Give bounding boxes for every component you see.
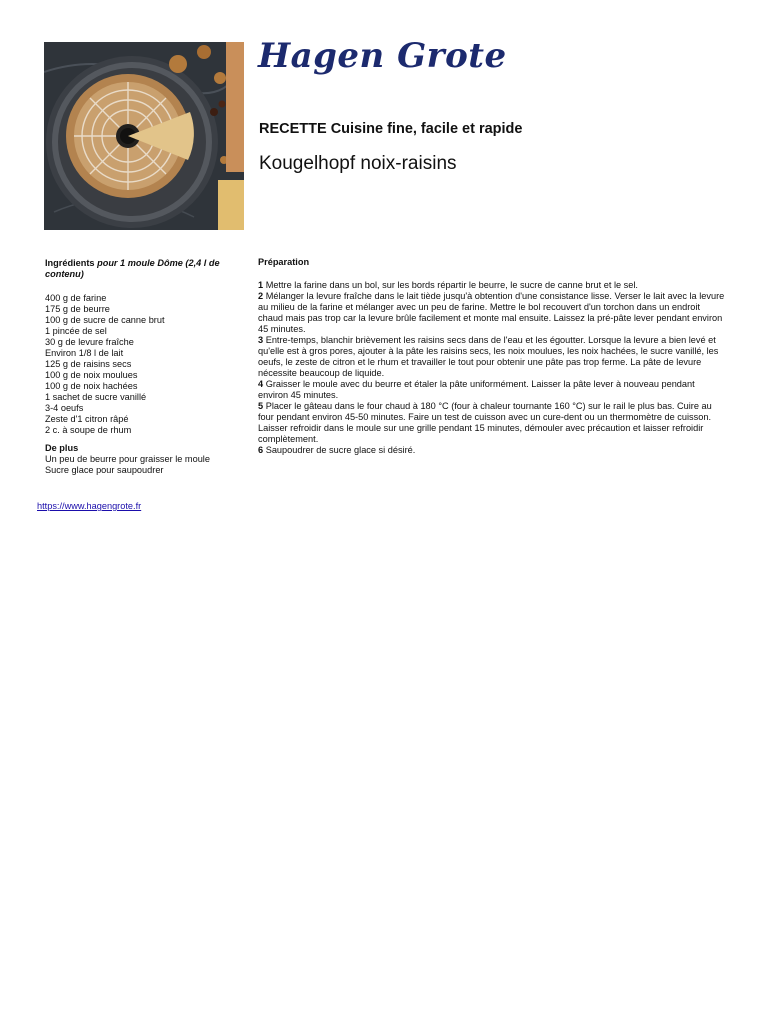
ingredient-item: 2 c. à soupe de rhum	[45, 425, 132, 435]
ingredients-heading-yield: pour 1 moule Dôme (2,4 l de contenu)	[45, 258, 220, 279]
ingredient-item: 1 pincée de sel	[45, 326, 107, 336]
preparation-step	[258, 280, 726, 291]
preparation-heading: Préparation	[258, 257, 310, 267]
preparation-step	[258, 335, 726, 379]
step-number: 3	[258, 335, 264, 345]
ingredients-list	[45, 293, 240, 436]
preparation-step	[258, 401, 726, 445]
ingredient-item: Zeste d'1 citron râpé	[45, 414, 129, 424]
ingredients-section	[45, 258, 240, 476]
step-number: 4	[258, 379, 264, 389]
ingredients-heading-label: Ingrédients	[45, 258, 95, 268]
extra-item: Sucre glace pour saupoudrer	[45, 465, 164, 475]
recipe-photo	[44, 42, 244, 230]
step-number: 5	[258, 401, 264, 411]
ingredient-item: Environ 1/8 l de lait	[45, 348, 124, 358]
ingredient-item: 400 g de farine	[45, 293, 107, 303]
preparation-section	[258, 257, 726, 456]
ingredients-heading	[45, 258, 240, 280]
extras-list	[45, 454, 240, 476]
ingredient-item: 175 g de beurre	[45, 304, 110, 314]
ingredient-item: 100 g de sucre de canne brut	[45, 315, 165, 325]
preparation-step	[258, 291, 726, 335]
step-text: Saupoudrer de sucre glace si désiré.	[265, 445, 416, 455]
step-text: Placer le gâteau dans le four chaud à 180 °C (four à chaleur tournante 160 °C) sur le rail le plus bas. Cuire au four pendant environ 45-50 minutes. Faire un test de cuisson avec un cure-dent ou un thermomètre de cuisson. Laisser refroidir dans le moule sur une grille pendant 15 minutes, démouler avec précaution et laisser refroidir complètement.	[258, 401, 712, 444]
preparation-step	[258, 445, 726, 456]
step-text: Mélanger la levure fraîche dans le lait tiède jusqu'à obtention d'une consistance lisse. Verser le lait avec la levure au milieu de la farine et mélanger avec un peu de farine. Mettre le bol recouvert d'un torchon dans un endroit chaud mais pas trop car la levure brûle facilement et monte mal ensuite. Laissez la pré-pâte lever pendant environ 45 minutes.	[258, 291, 725, 334]
preparation-step	[258, 379, 726, 401]
step-number: 6	[258, 445, 264, 455]
preparation-steps	[258, 280, 726, 456]
extra-item: Un peu de beurre pour graisser le moule	[45, 454, 210, 464]
page-title: Kougelhopf noix-raisins	[259, 153, 457, 174]
step-text: Graisser le moule avec du beurre et étaler la pâte uniformément. Laisser la pâte lever à nouveau pendant environ 45 minutes.	[258, 379, 695, 400]
ingredient-item: 100 g de noix moulues	[45, 370, 138, 380]
ingredient-item: 1 sachet de sucre vanillé	[45, 392, 147, 402]
step-text: Mettre la farine dans un bol, sur les bords répartir le beurre, le sucre de canne brut et le sel.	[265, 280, 638, 290]
brand-logo: Hagen Grote	[258, 36, 507, 76]
step-text: Entre-temps, blanchir brièvement les raisins secs dans de l'eau et les égoutter. Lorsque la levure a bien levé et qu'elle est à gros pores, ajouter à la pâte les raisins secs, les noix moulues, les noix hachées, le sucre vanillé, les oeufs, le zeste de citron et le rhum et travailler le tout pour obtenir une pâte pas trop ferme. La pâte de levure nécessite beaucoup de liquide.	[258, 335, 719, 378]
ingredient-item: 30 g de levure fraîche	[45, 337, 134, 347]
ingredient-item: 100 g de noix hachées	[45, 381, 138, 391]
step-number: 2	[258, 291, 264, 301]
ingredient-item: 3-4 oeufs	[45, 403, 84, 413]
step-number: 1	[258, 280, 264, 290]
extras-heading: De plus	[45, 443, 79, 453]
recipe-category: RECETTE Cuisine fine, facile et rapide	[259, 121, 523, 137]
ingredient-item: 125 g de raisins secs	[45, 359, 132, 369]
website-link[interactable]: https://www.hagengrote.fr	[37, 501, 142, 511]
